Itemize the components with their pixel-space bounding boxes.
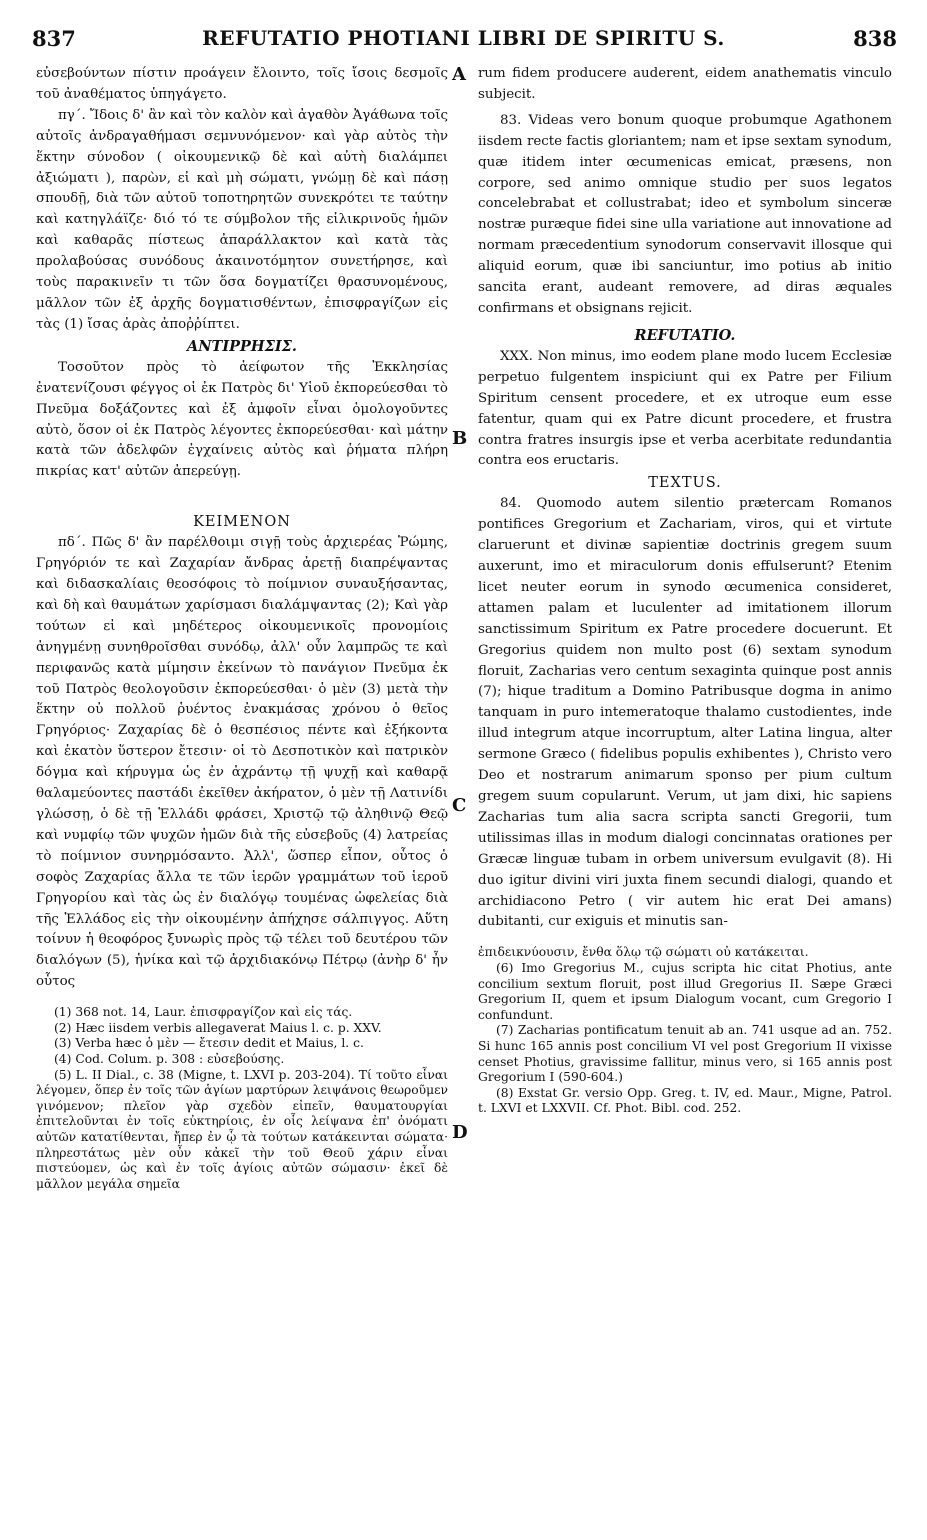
page-number-left: 837 — [32, 26, 76, 51]
greek-para-84: πδ΄. Πῶς δ' ἂν παρέλθοιμι σιγῇ τοὺς ἀρχιερέας Ῥώμης, Γρηγόριόν τε καὶ Ζαχαρίαν ἄνδρας ἀρετῇ διαπρέψαντας καὶ διδασκαλίαις θεοσόφοις τὸ ποίμνιον συναυξήσαντας, καὶ δὴ καὶ θαυμάτων χαρίσμασι διαλάμψαντας (2); Καὶ γὰρ τούτων εἰ καὶ μηδέτερος οἰκουμενικοῖς προνομίοις ἀνηγμένῃ συνηθροῖσθαι συνόδῳ, ἀλλ' οὖν λαμπρῶς τε καὶ περιφανῶς κατὰ μίμησιν ἐκείνων τὸ πανάγιον Πνεῦμα ἐκ τοῦ Πατρὸς θεολογοῦσιν ἐκπορεύεσθαι· ὁ μὲν (3) μετὰ τὴν ἕκτην οὐ πολλοῦ ῥυέντος ἐνακμάσας χρόνου ὁ θεῖος Γρηγόριος· Ζαχαρίας δὲ ὁ θεσπέσιος πέντε καὶ ἑξήκοντα καὶ ἑκατὸν ὕστερον ἔτεσιν· οἱ τὸ Δεσποτικὸν καὶ πατρικὸν δόγμα καὶ κήρυγμα ὡς ἐν ἀχράντῳ τῇ ψυχῇ καὶ καθαρᾷ θαλαμεύοντες παστάδι ἐκεῖθεν ἀκήρατον, ὁ μὲν τῇ Λατινίδι γλώσσῃ, ὁ δὲ τῇ Ἑλλάδι φράσει, Χριστῷ τῷ ἀληθινῷ Θεῷ καὶ νυμφίῳ τῶν ψυχῶν ἡμῶν διὰ τῆς εὐσεβοῦς (4) λατρείας τὸ ποίμνιον συνηρμόσαντο. Ἀλλ', ὥσπερ εἶπον, οὗτος ὁ σοφὸς Ζαχαρίας ἄλλα τε τῶν ἱερῶν γραμμάτων τοῦ ἱεροῦ Γρηγορίου καὶ τὰς ὡς ἐν διαλόγῳ τουμένας ὠφελείας διὰ τῆς Ἑλλάδος εἰς τὴν οἰκουμένην ἀπήχησε σάλπιγγος. Αὕτη τοίνυν ἡ θεοφόρος ξυνωρὶς πρὸς τῷ τέλει τοῦ δευτέρου τῶν διαλόγων (5), ἡνίκα καὶ τῷ ἀρχιδιακόνῳ Πέτρῳ (ἀνὴρ δ' ἦν οὗτος — [36, 535, 448, 990]
greek-column — [36, 64, 448, 1192]
page-number-right: 838 — [853, 26, 897, 51]
footnote-7: (7) Zacharias pontificatum tenuit ab an. 741 usque ad an. 752. Si hunc 165 annis post concilium VI vel post Gregorium II vixisse censet Photius, gravissime fallitur, minus vero, si 165 annis post Gregorium I (590-604.) — [478, 1023, 892, 1085]
greek-heading-keimenon: ΚΕΙΜΕΝΟΝ — [193, 514, 291, 531]
footnote-6: (6) Imo Gregorius M., cujus scripta hic citat Photius, ante concilium sextum floruit, post illud Gregorius II. Sæpe Græci Gregorium II, quem et ipsum Dialogum vocant, cum Gregorio I confundunt. — [478, 960, 892, 1022]
latin-para-84: 84. Quomodo autem silentio prætercam Romanos pontifices Gregorium et Zachariam, viros, qui et virtute claruerunt et divinæ sapientiæ doctrinis gregem suum auxerunt, imo et miraculorum donis effulserunt? Etenim licet neuter eorum in synodo œcumenica consideret, attamen palam et luculenter ad imitationem illorum sanctissimum Spiritum ex Patre procedere docuerunt. Et Gregorius quidem non multo post (6) sextam synodum floruit, Zacharias vero centum sexaginta quinque post annis (7); hique traditum a Domino Patribusque dogma in animo tanquam in puro intemeratoque thalamo custodientes, inde illud integrum atque incorruptum, alter Latina lingua, alter sermone Græco ( fidelibus populis exhibentes ), Christo vero Deo et nostrarum animarum sponso per pium cultum gregem suum copularunt. Verum, ut jam dixi, hic sapiens Zacharias tum alia sacra scripta sancti Gregorii, tum utilissimas illas in modum dialogi concinnatas orationes per Græcæ linguæ tubam in orbem universum evulgavit (8). Hi duo igitur divini viri juxta finem secundi dialogi, quando et archidiacono Petro ( vir autem hic erat Dei amans) dubitanti, cur exiguis et minutis san- — [478, 496, 892, 930]
latin-column — [478, 64, 892, 1117]
footnote-2: (2) Hæc iisdem verbis allegaverat Maius l. c. p. XXV. — [54, 1020, 382, 1035]
greek-para-83: πγ΄. Ἴδοις δ' ἂν καὶ τὸν καλὸν καὶ ἀγαθὸν Ἀγάθωνα τοῖς αὐτοῖς ἀνδραγαθήμασι σεμνυνόμενον· καὶ γὰρ αὐτὸς τὴν ἕκτην σύνοδον ( οἰκουμενικῷ δὲ καὶ αὐτὴ διαλάμπει ἀξιώματι ), παρὼν, εἰ καὶ μὴ σώματι, γνώμῃ δὲ καὶ πάσῃ σπουδῇ, διὰ τῶν αὐτοῦ τοποτηρητῶν συνεκρότει τε ταύτην καὶ κατηγλάϊζε· διό τό τε σύμβολον τῆς εἰλικρινοῦς ἡμῶν καὶ καθαρᾶς πίστεως ἀπαράλλακτον καὶ κατὰ τὰς προλαβούσας συνόδους ἀκαινοτόμητον συνετήρησε, καὶ τοὺς παρακινεῖν τι τῶν ὅσα δογματίζει θρασυνομένους, μᾶλλον τῶν ἐξ ἀρχῆς δογματισθέντων, ἐπισφραγίζων εἰς τὰς (1) ἴσας ἀρὰς ἀποῤῥίπτει. — [36, 107, 448, 332]
latin-heading-textus: TEXTUS. — [648, 475, 722, 492]
section-marker-c: C — [452, 795, 467, 816]
latin-para-1: rum fidem producere auderent, eidem anathematis vinculo subjecit. — [478, 66, 892, 102]
latin-para-refutation: XXX. Non minus, imo eodem plane modo lucem Ecclesiæ perpetuo fulgentem inspiciunt qui ex Patre per Filium Spiritum censent procedere, et ex utroque eum esse fatentur, quam qui ex Patre dicunt procedere, et frustra contra fratres insurgis ipse et verba acerbitate redundantia contra eos eructaris. — [478, 348, 892, 469]
section-marker-b: B — [452, 428, 468, 449]
running-title: REFUTATIO PHOTIANI LIBRI DE SPIRITU S. — [202, 26, 725, 50]
footnote-8: (8) Exstat Gr. versio Opp. Greg. t. IV, ed. Maur., Migne, Patrol. t. LXVI et LXXVII. Cf. Phot. Bibl. cod. 252. — [478, 1085, 892, 1116]
greek-para-refutation: Τοσοῦτον πρὸς τὸ ἀείφωτον τῆς Ἐκκλησίας ἐνατενίζουσι φέγγος οἱ ἐκ Πατρὸς δι' Υἱοῦ ἐκπορεύεσθαι τὸ Πνεῦμα δοξάζοντες καὶ ἐξ ἀμφοῖν εἶναι ὁμολογοῦντες αὐτὸ, ὅσον οἱ ἐκ Πατρὸς λέγοντες ἐκπορεύεσθαι· καὶ μάτην κατὰ τῶν ἀδελφῶν ἐγχαίνεις αὐτὸς καὶ ῥήματα πλήρη πικρίας κατ' αὐτῶν ἀπερεύγῃ. — [36, 359, 448, 480]
footnote-4: (4) Cod. Colum. p. 308 : εὐσεβούσης. — [54, 1051, 285, 1066]
footnote-1: (1) 368 not. 14, Laur. ἐπισφραγίζον καὶ εἰς τάς. — [54, 1005, 353, 1020]
section-marker-d: D — [452, 1122, 468, 1143]
footnote-3: (3) Verba hæc ὁ μὲν — ἔτεσιν dedit et Maius, l. c. — [54, 1036, 364, 1051]
running-header — [30, 26, 897, 56]
footnote-5-continued: ἐπιδεικνύουσιν, ἔνθα ὅλῳ τῷ σώματι οὐ κατάκειται. — [478, 945, 809, 960]
greek-footnotes — [36, 1005, 448, 1192]
greek-para-1: εὐσεβούντων πίστιν προάγειν ἔλοιντο, τοῖς ἴσοις δεσμοῖς τοῦ ἀναθέματος ὑπηγάγετο. — [36, 66, 448, 102]
section-marker-a: A — [452, 64, 466, 85]
latin-para-83: 83. Videas vero bonum quoque probumque Agathonem iisdem recte factis gloriantem; nam et ipse sextam synodum, quæ itidem inter œcumenicas emicat, præsens, non corpore, sed animo omnique studio per suos legatos concelebrabat et collustrabat; ideo et symbolum sinceræ nostræ puræque fidei sine ulla variatione aut innovatione ad normam præcedentium synodorum conservavit illosque qui aliquid eorum, quæ ibi sanciuntur, imo potius ab initio sancita erant, audeant removere, ad diras æquales confirmans et obsignans rejicit. — [478, 112, 892, 316]
greek-heading-antirrhesis: ΑΝΤΙΡΡΗΣΙΣ. — [187, 337, 297, 355]
footnote-5: (5) L. II Dial., c. 38 (Migne, t. LXVI p. 203-204). Τί τοῦτο εἶναι λέγομεν, ὅπερ ἐν τοῖς τῶν ἁγίων μαρτύρων λειψάνοις θεωροῦμεν γινόμενον; πλεῖον γὰρ σχεδὸν εἰπεῖν, θαυματουργίαι ἐπιτελοῦνται ἐν τοῖς εὐκτηρίοις, ἐν οἷς λείψανα ἐπ' ὀνόματι αὐτῶν κατατίθενται, ἤπερ ἐν ᾧ τὰ τούτων κατάκεινται σώματα· πληρεστάτως μὲν οὖν κἀκεῖ τὴν τοῦ Θεοῦ χάριν εἶναι πιστεύομεν, ὡς καὶ ἐν τοῖς ἁγίοις αὐτῶν σώμασιν· ἐκεῖ δὲ μᾶλλον μεγάλα σημεῖα — [36, 1067, 448, 1191]
latin-heading-refutatio: REFUTATIO. — [634, 326, 736, 344]
latin-footnotes — [478, 945, 892, 1117]
